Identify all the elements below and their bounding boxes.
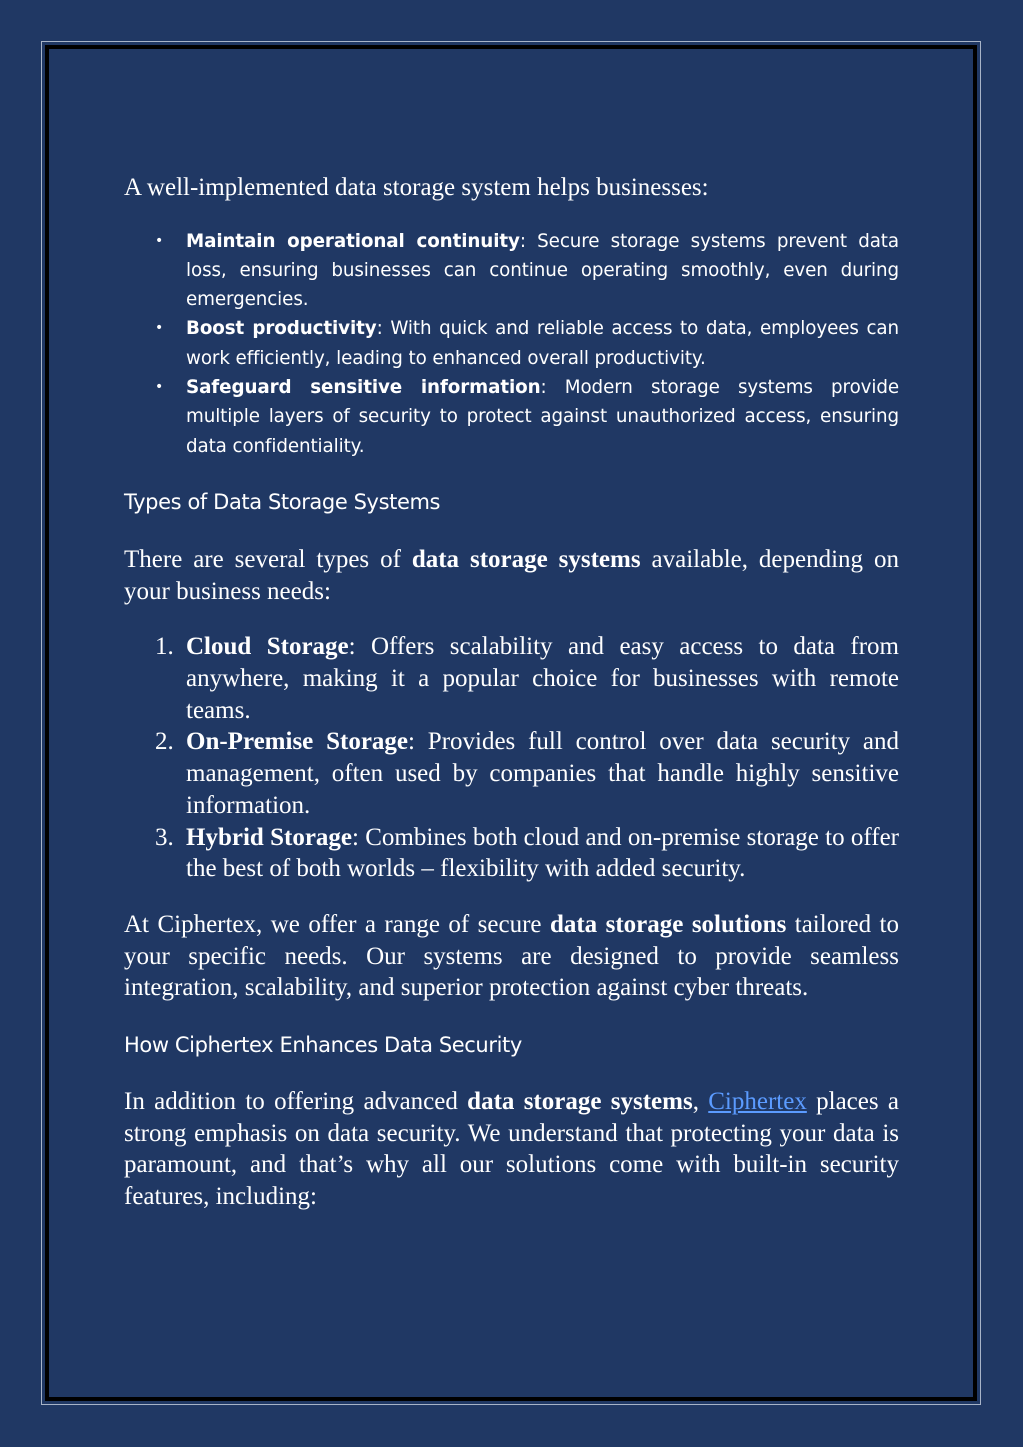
section-heading-types: Types of Data Storage Systems	[124, 489, 441, 514]
bold-term: data storage systems	[411, 545, 641, 573]
benefit-text: : Modern storage systems provide multiple layers of security to protect against unauthorized access, ensuring data confidentiality.	[186, 376, 900, 457]
list-item	[124, 822, 899, 885]
storage-types-list	[124, 631, 899, 885]
bold-term: data storage systems	[467, 1088, 693, 1116]
text-run: At Ciphertex, we offer a range of secure	[124, 910, 550, 938]
bullet-icon: •	[155, 320, 164, 337]
benefit-text: : Secure storage systems prevent data loss, ensuring businesses can continue operating smoothly, even during emergencies.	[186, 230, 899, 311]
type-term: On-Premise Storage	[186, 728, 409, 756]
list-item	[124, 631, 899, 726]
text-run: places a strong emphasis on data security. We understand that protecting your data is paramount, and that’s why all our solutions come with built-in security features, including:	[124, 1088, 900, 1211]
type-term: Hybrid Storage	[186, 823, 353, 851]
text-run: ,	[692, 1088, 709, 1116]
type-text: : Offers scalability and easy access to data from anywhere, making it a popular choice for businesses with remote teams.	[186, 633, 899, 724]
list-item	[124, 314, 899, 373]
list-number: 1.	[155, 633, 174, 661]
bullet-icon: •	[155, 378, 164, 395]
types-intro-paragraph	[124, 544, 899, 607]
benefits-list	[124, 227, 899, 461]
ciphertex-link[interactable]: Ciphertex	[708, 1088, 807, 1116]
type-term: Cloud Storage	[186, 633, 349, 661]
list-number: 3.	[155, 823, 174, 851]
type-text: : Provides full control over data security and management, often used by companies that handle highly sensitive information.	[186, 728, 899, 819]
list-item	[124, 373, 899, 461]
benefit-term: Safeguard sensitive information	[186, 376, 541, 398]
text-run: In addition to offering advanced	[124, 1088, 468, 1116]
text-run: available, depending on your business needs:	[124, 545, 899, 605]
document-content	[124, 172, 899, 1213]
bullet-icon: •	[155, 232, 164, 249]
list-item	[124, 726, 899, 821]
list-number: 2.	[155, 728, 174, 756]
security-paragraph	[124, 1086, 899, 1213]
list-item	[124, 227, 899, 315]
intro-text: A well-implemented data storage system helps businesses:	[124, 174, 709, 201]
ciphertex-offer-paragraph	[124, 909, 899, 1004]
benefit-term: Boost productivity	[186, 318, 377, 340]
type-text: : Combines both cloud and on-premise storage to offer the best of both worlds – flexibility with added security.	[186, 823, 899, 883]
bold-term: data storage solutions	[549, 910, 787, 938]
benefit-text: : With quick and reliable access to data, employees can work efficiently, leading to enhanced overall productivity.	[186, 318, 899, 369]
text-run: There are several types of	[124, 545, 412, 573]
section-heading-security: How Ciphertex Enhances Data Security	[124, 1033, 522, 1058]
text-run: tailored to your specific needs. Our systems are designed to provide seamless integration, scalability, and superior protection against cyber threats.	[124, 910, 900, 1002]
benefit-term: Maintain operational continuity	[186, 230, 520, 252]
